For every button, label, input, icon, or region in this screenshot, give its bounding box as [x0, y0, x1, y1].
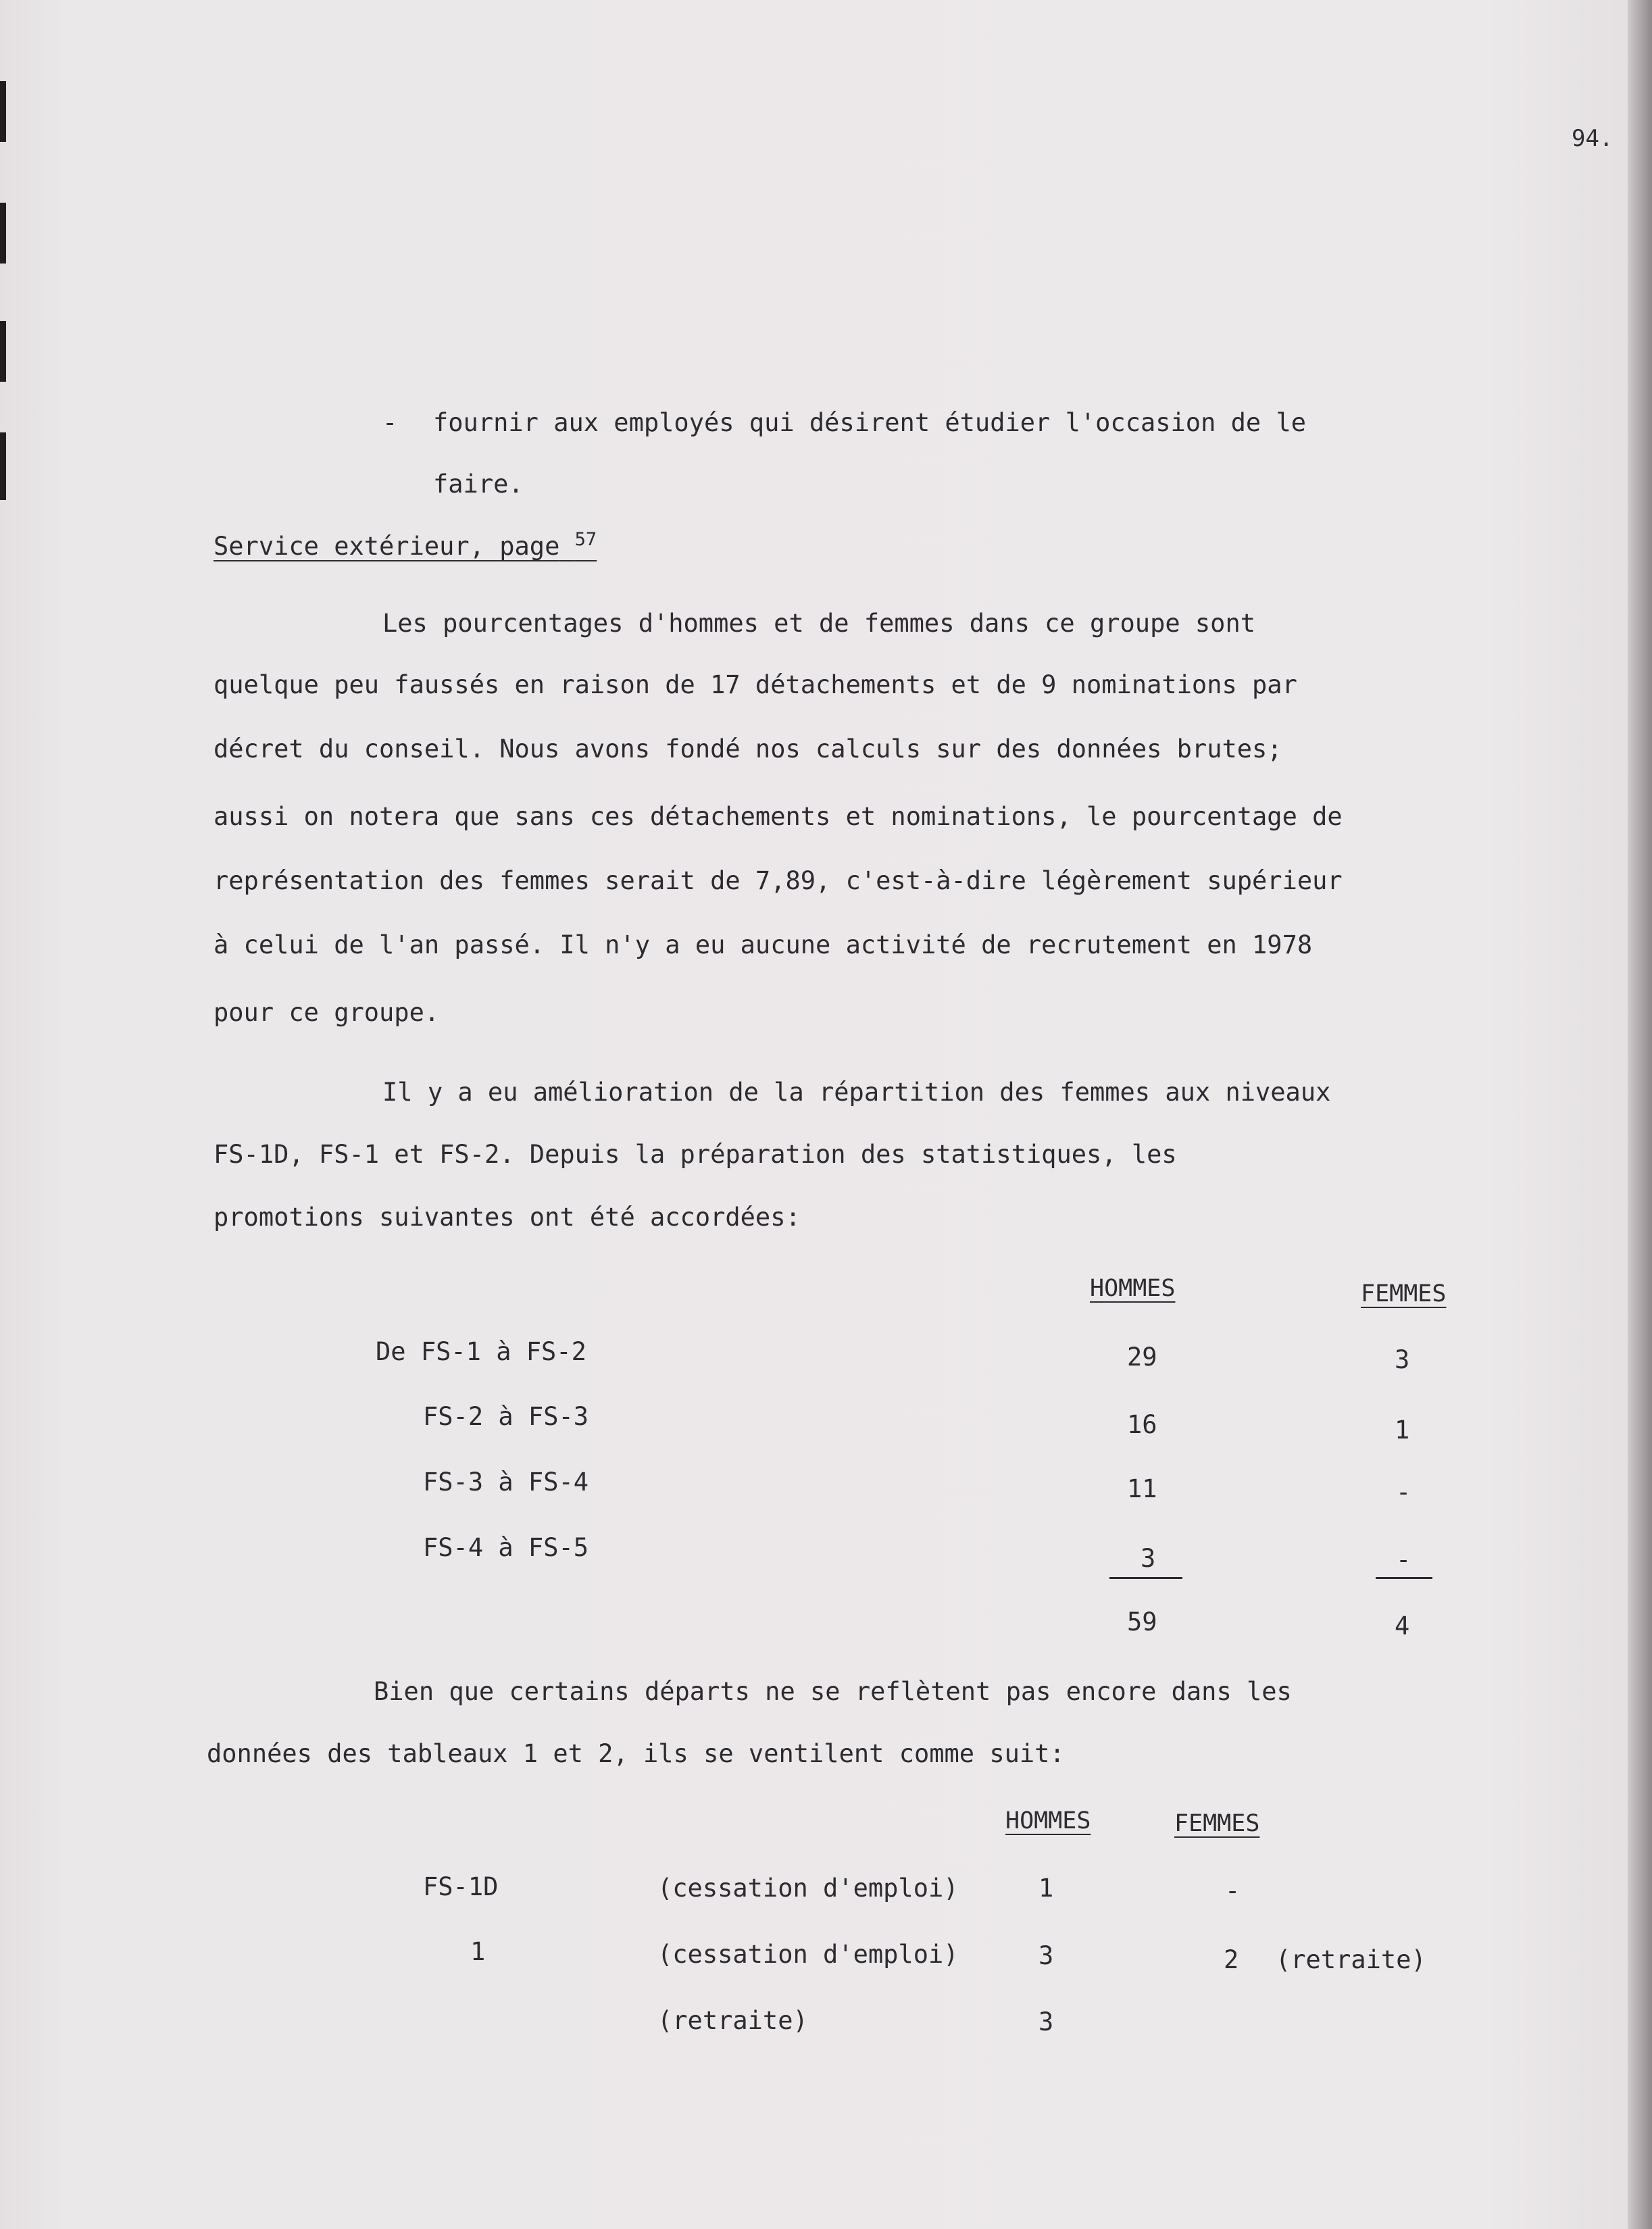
total-women: 4 [1395, 1611, 1410, 1641]
departure-reason: (retraite) [657, 2006, 808, 2035]
page-reference: 57 [574, 529, 597, 550]
binder-mark [0, 81, 6, 142]
promotion-men: 11 [1127, 1474, 1157, 1503]
promotion-women: - [1396, 1545, 1411, 1574]
bullet-dash: - [382, 408, 398, 437]
departure-men: 3 [1038, 1941, 1054, 1970]
promotion-label: FS-3 à FS-4 [423, 1468, 589, 1497]
promotion-label: FS-4 à FS-5 [423, 1533, 589, 1562]
departure-reason: (cessation d'emploi) [657, 1940, 959, 1969]
binder-mark [0, 203, 6, 264]
paragraph-line: aussi on notera que sans ces détachements et nominations, le pourcentage de [214, 802, 1343, 831]
paragraph-line: Bien que certains départs ne se reflètent pas encore dans les [374, 1677, 1292, 1706]
promotion-label: FS-2 à FS-3 [423, 1402, 589, 1431]
column-header-women: FEMMES [1361, 1280, 1447, 1307]
bullet-line: fournir aux employés qui désirent étudier l'occasion de le [433, 408, 1307, 437]
departure-level: FS-1D [423, 1872, 499, 1901]
paragraph-line: à celui de l'an passé. Il n'y a eu aucune activité de recrutement en 1978 [214, 930, 1313, 959]
departure-women: 2 [1224, 1945, 1239, 1974]
column-header-women: FEMMES [1174, 1810, 1260, 1837]
departure-level: 1 [470, 1937, 486, 1966]
paragraph-line: pour ce groupe. [214, 998, 440, 1027]
paragraph-line: décret du conseil. Nous avons fondé nos calculs sur des données brutes; [214, 734, 1282, 763]
paragraph-line: Les pourcentages d'hommes et de femmes dans ce groupe sont [382, 609, 1256, 638]
departure-men: 1 [1038, 1874, 1054, 1903]
departure-reason: (cessation d'emploi) [657, 1874, 959, 1903]
total-men: 59 [1127, 1607, 1157, 1636]
paragraph-line: données des tableaux 1 et 2, ils se ventilent comme suit: [207, 1739, 1065, 1768]
paragraph-line: représentation des femmes serait de 7,89, c'est-à-dire légèrement supérieur [214, 866, 1343, 895]
paragraph-line: quelque peu faussés en raison de 17 détachements et de 9 nominations par [214, 670, 1297, 699]
column-header-men: HOMMES [1005, 1807, 1091, 1834]
promotion-men: 16 [1127, 1410, 1157, 1439]
sum-rule [1376, 1577, 1432, 1579]
bullet-line: faire. [433, 470, 524, 499]
section-heading: Service extérieur, page $^{57}$ [214, 529, 597, 561]
departure-women-note: (retraite) [1276, 1945, 1426, 1974]
paragraph-line: Il y a eu amélioration de la répartition des femmes aux niveaux [382, 1078, 1331, 1107]
page-edge [1628, 0, 1652, 2229]
page-number: 94. [1572, 125, 1613, 152]
paragraph-line: promotions suivantes ont été accordées: [214, 1203, 801, 1232]
promotion-men: 3 [1141, 1544, 1156, 1573]
promotion-men: 29 [1127, 1343, 1157, 1372]
binder-mark [0, 321, 6, 382]
sum-rule [1109, 1577, 1182, 1579]
promotion-label: De FS-1 à FS-2 [376, 1337, 586, 1366]
column-header-men: HOMMES [1090, 1275, 1176, 1302]
binder-mark [0, 432, 6, 500]
promotion-women: 1 [1395, 1416, 1410, 1445]
paragraph-line: FS-1D, FS-1 et FS-2. Depuis la préparation des statistiques, les [214, 1140, 1177, 1169]
promotion-women: - [1396, 1478, 1411, 1507]
departure-women: - [1225, 1876, 1241, 1905]
promotion-women: 3 [1395, 1345, 1410, 1374]
departure-men: 3 [1038, 2007, 1054, 2036]
